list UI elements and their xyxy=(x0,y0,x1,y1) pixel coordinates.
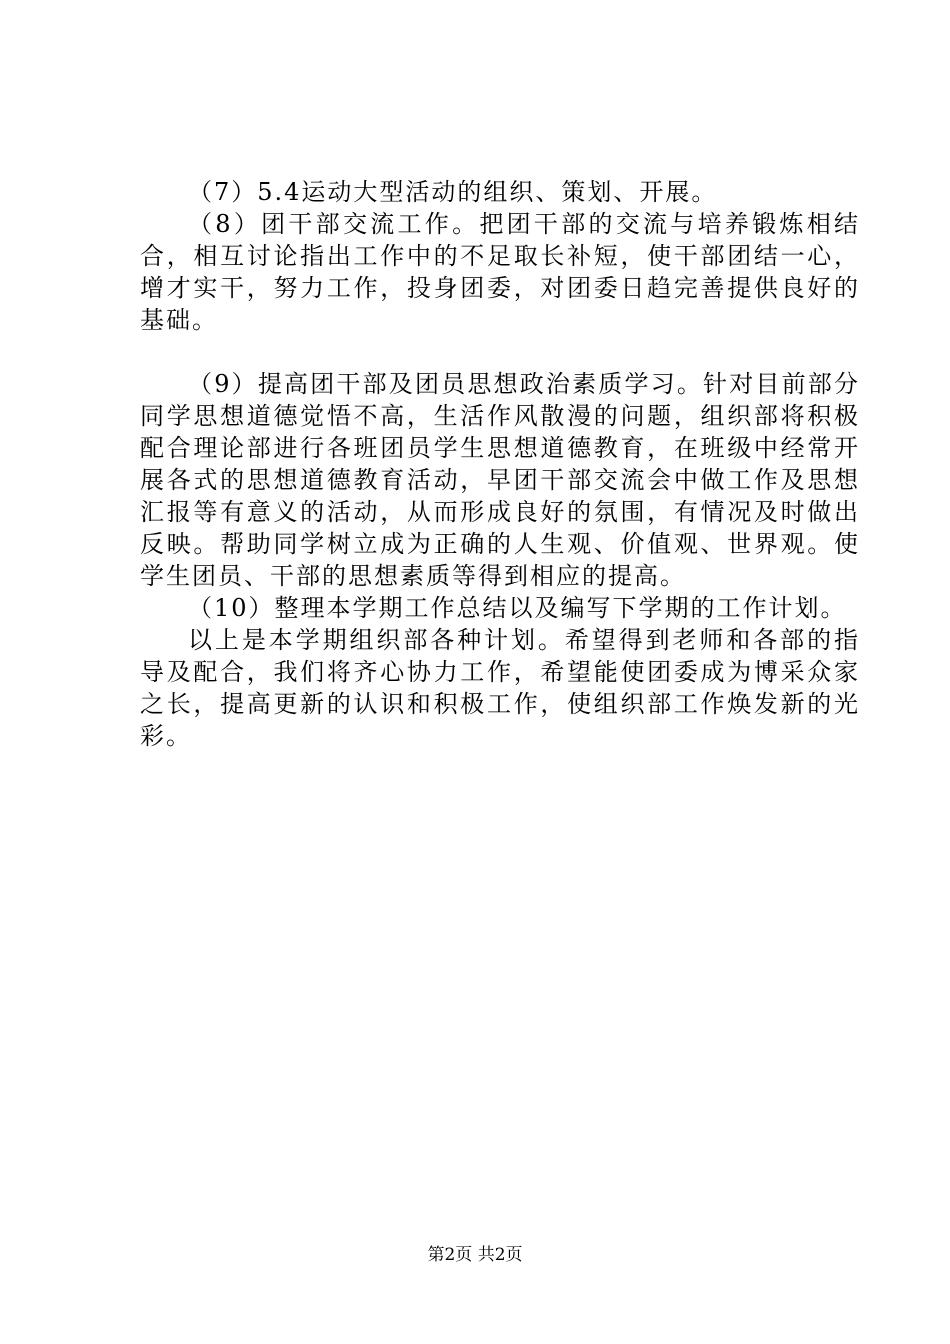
paragraph-item-9: （9）提高团干部及团员思想政治素质学习。针对目前部分同学思想道德觉悟不高，生活作风散漫的问题，组织部将积极配合理论部进行各班团员学生思想道德教育，在班级中经常开展各式的思想道德教育活动，早团干部交流会中做工作及思想汇报等有意义的活动，从而形成良好的氛围，有情况及时做出反映。帮助同学树立成为正确的人生观、价值观、世界观。使学生团员、干部的思想素质等得到相应的提高。 xyxy=(140,370,860,590)
page-number-indicator: 第2页 共2页 xyxy=(427,1245,523,1265)
document-body xyxy=(140,176,860,752)
paragraph-item-10: （10）整理本学期工作总结以及编写下学期的工作计划。 xyxy=(188,594,847,622)
page-footer xyxy=(0,1244,950,1266)
paragraph-spacer xyxy=(140,336,860,368)
paragraph-closing: 以上是本学期组织部各种计划。希望得到老师和各部的指导及配合，我们将齐心协力工作，希望能使团委成为博采众家之长，提高更新的认识和积极工作，使组织部工作焕发新的光彩。 xyxy=(140,626,860,750)
paragraph-item-7: （7）5.4运动大型活动的组织、策划、开展。 xyxy=(188,178,718,206)
paragraph-item-8: （8）团干部交流工作。把团干部的交流与培养锻炼相结合，相互讨论指出工作中的不足取长补短，使干部团结一心，增才实干，努力工作，投身团委，对团委日趋完善提供良好的基础。 xyxy=(140,210,860,334)
